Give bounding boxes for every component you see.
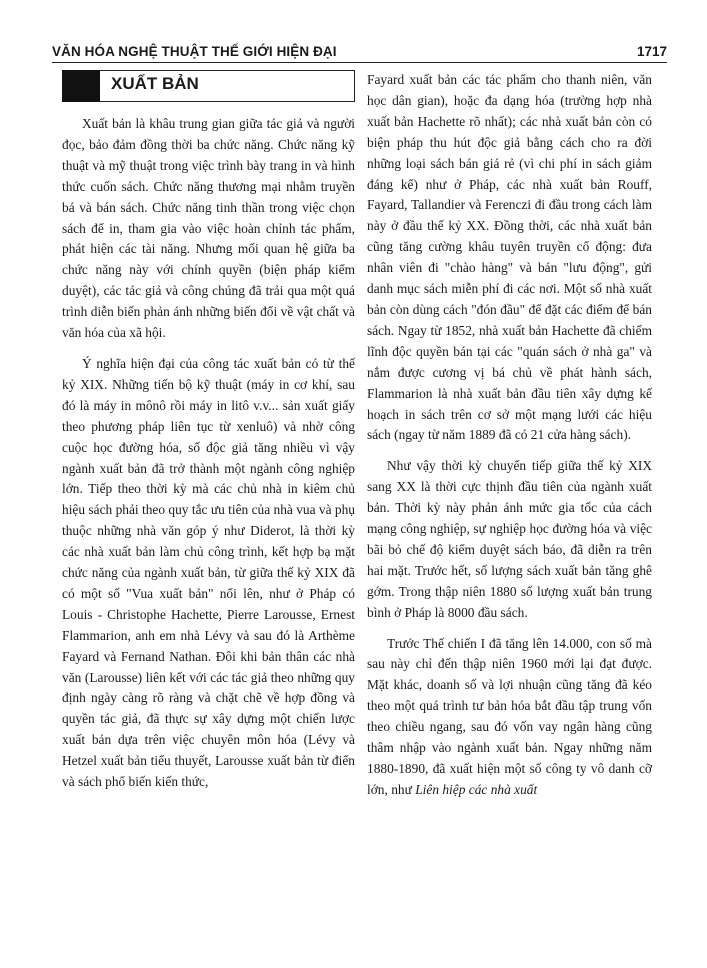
paragraph: Xuất bản là khâu trung gian giữa tác giả và người đọc, bảo đảm đồng thời ba chức năng. Chức năng kỹ thuật và mỹ thuật trong việc trình bày trang in và hình thức cuốn sách. Chức năng thương mại nhằm truyền bá và bán sách. Chức năng tinh thần trong việc chọn sách để in, tham gia vào việc hoàn chỉnh tác phẩm, phát hiện các tài năng. Nhưng mối quan hệ giữa ba chức năng này với chính quyền (biện pháp kiểm duyệt), các tác giả và công chúng đã trải qua một quá trình diễn biến phản ánh những biến đổi về vật chất và văn hóa của xã hội. xyxy=(62,116,355,341)
paragraph: Như vậy thời kỳ chuyển tiếp giữa thế kỷ XIX sang XX là thời cực thịnh đầu tiên của ngành xuất bản. Thời kỳ này phản ánh mức gia tốc của cách mạng công nghiệp, sự nghiệp học đường hóa và việc bãi bỏ chế độ kiểm duyệt sách báo, đã diễn ra trên hai mặt. Trước hết, số lượng sách xuất bản tăng ghê gớm. Trong thập niên 1880 số lượng xuất bản trung bình ở Pháp là 8000 đầu sách. xyxy=(367,458,652,620)
header-title: VĂN HÓA NGHỆ THUẬT THẾ GIỚI HIỆN ĐẠI xyxy=(52,44,341,59)
paragraph-text: Trước Thế chiến I đã tăng lên 14.000, con số mà sau này chỉ đến thập niên 1960 mới lại đạt được. Mặt khác, doanh số và lợi nhuận cũng tăng đã kéo theo một quá trình tư bản hóa bắt đầu tập trung vốn theo chiều ngang, sau đó vốn vay ngân hàng cũng thâm nhập vào ngành xuất bản. Ngay những năm 1880-1890, đã xuất hiện một số công ty vô danh cỡ lớn, như xyxy=(367,635,652,797)
paragraph xyxy=(367,634,652,801)
section-marker-block xyxy=(62,70,100,102)
paragraph-continued: Fayard xuất bản các tác phẩm cho thanh niên, văn học dân gian), hoặc đa dạng hóa (trường hợp nhà xuất bản Hachette rõ nhất); các nhà xuất bản còn có biện pháp thu hút độc giả bằng cách cho ra đời những loại sách bán giá rẻ (vì chi phí in sách giảm đáng kể) như ở Pháp, các nhà xuất bản Rouff, Fayard, Tallandier và Ferenczi đi đầu trong cách làm này ở đầu thế kỷ XX. Đồng thời, các nhà xuất bản cũng tăng cường khâu tuyên truyền cổ động: đưa nhân viên đi "chào hàng" và bán "lưu động", gửi danh mục sách miễn phí đi các nơi. Một số nhà xuất bản còn dùng cách "đón đầu" để đặt các điểm để bán sách. Ngay từ 1852, nhà xuất bản Hachette đã chiếm lĩnh độc quyền bán tại các "quán sách ở nhà ga" và nắm được cương vị bá chủ về phát hành sách, Flammarion là nhà xuất bản đầu tiên xây dựng kế hoạch in sách trên cơ sở một mạng lưới các hiệu sách (ngay từ năm 1889 đã có 21 cửa hàng sách). xyxy=(367,72,652,443)
page-number: 1717 xyxy=(631,44,667,59)
right-column xyxy=(367,70,652,811)
italic-title: Liên hiệp các nhà xuất xyxy=(415,781,538,797)
running-header xyxy=(52,44,667,63)
paragraph: Ý nghĩa hiện đại của công tác xuất bản có từ thế kỷ XIX. Những tiến bộ kỹ thuật (máy in cơ khí, sau đó là máy in mônô rồi máy in litô v.v... sản xuất giấy theo phương pháp liên tục từ xenluô) và nhờ công cuộc học đường hóa, số độc giả tăng nhiều vì vậy ngành xuất bản đã trở thành một ngành công nghiệp lớn. Tiếp theo thời kỳ mà các chủ nhà in kiêm chủ hiệu sách phải theo quy tắc ưu tiên của nhà vua và phụ thuộc những nhà văn góp ý như Diderot, là thời kỳ các nhà xuất bản làm chủ công trình, kết hợp bạ mặt chức năng của ngành xuất bản, từ giữa thế kỷ XIX đã có một số "Vua xuất bản" nổi lên, như ở Pháp có Louis - Christophe Hachette, Pierre Larousse, Ernest Flammarion, anh em nhà Lévy và sau đó là Arthème Fayard và Fernand Nathan. Đôi khi bản thân các nhà văn (Larousse) liên kết với các tác giả theo những quy định ngày càng rõ ràng và chặt chẽ về hợp đồng và quyền tác giả, đã thực sự xây dựng một chiến lược xuất bản dựa trên việc chuyên môn hóa (Lévy và Hetzel xuất bản tiểu thuyết, Larousse xuất bản từ điển và sách phổ biến kiến thức, xyxy=(62,355,355,790)
section-title: XUẤT BẢN xyxy=(111,74,199,93)
left-column xyxy=(62,70,355,803)
section-heading-box xyxy=(62,70,355,102)
